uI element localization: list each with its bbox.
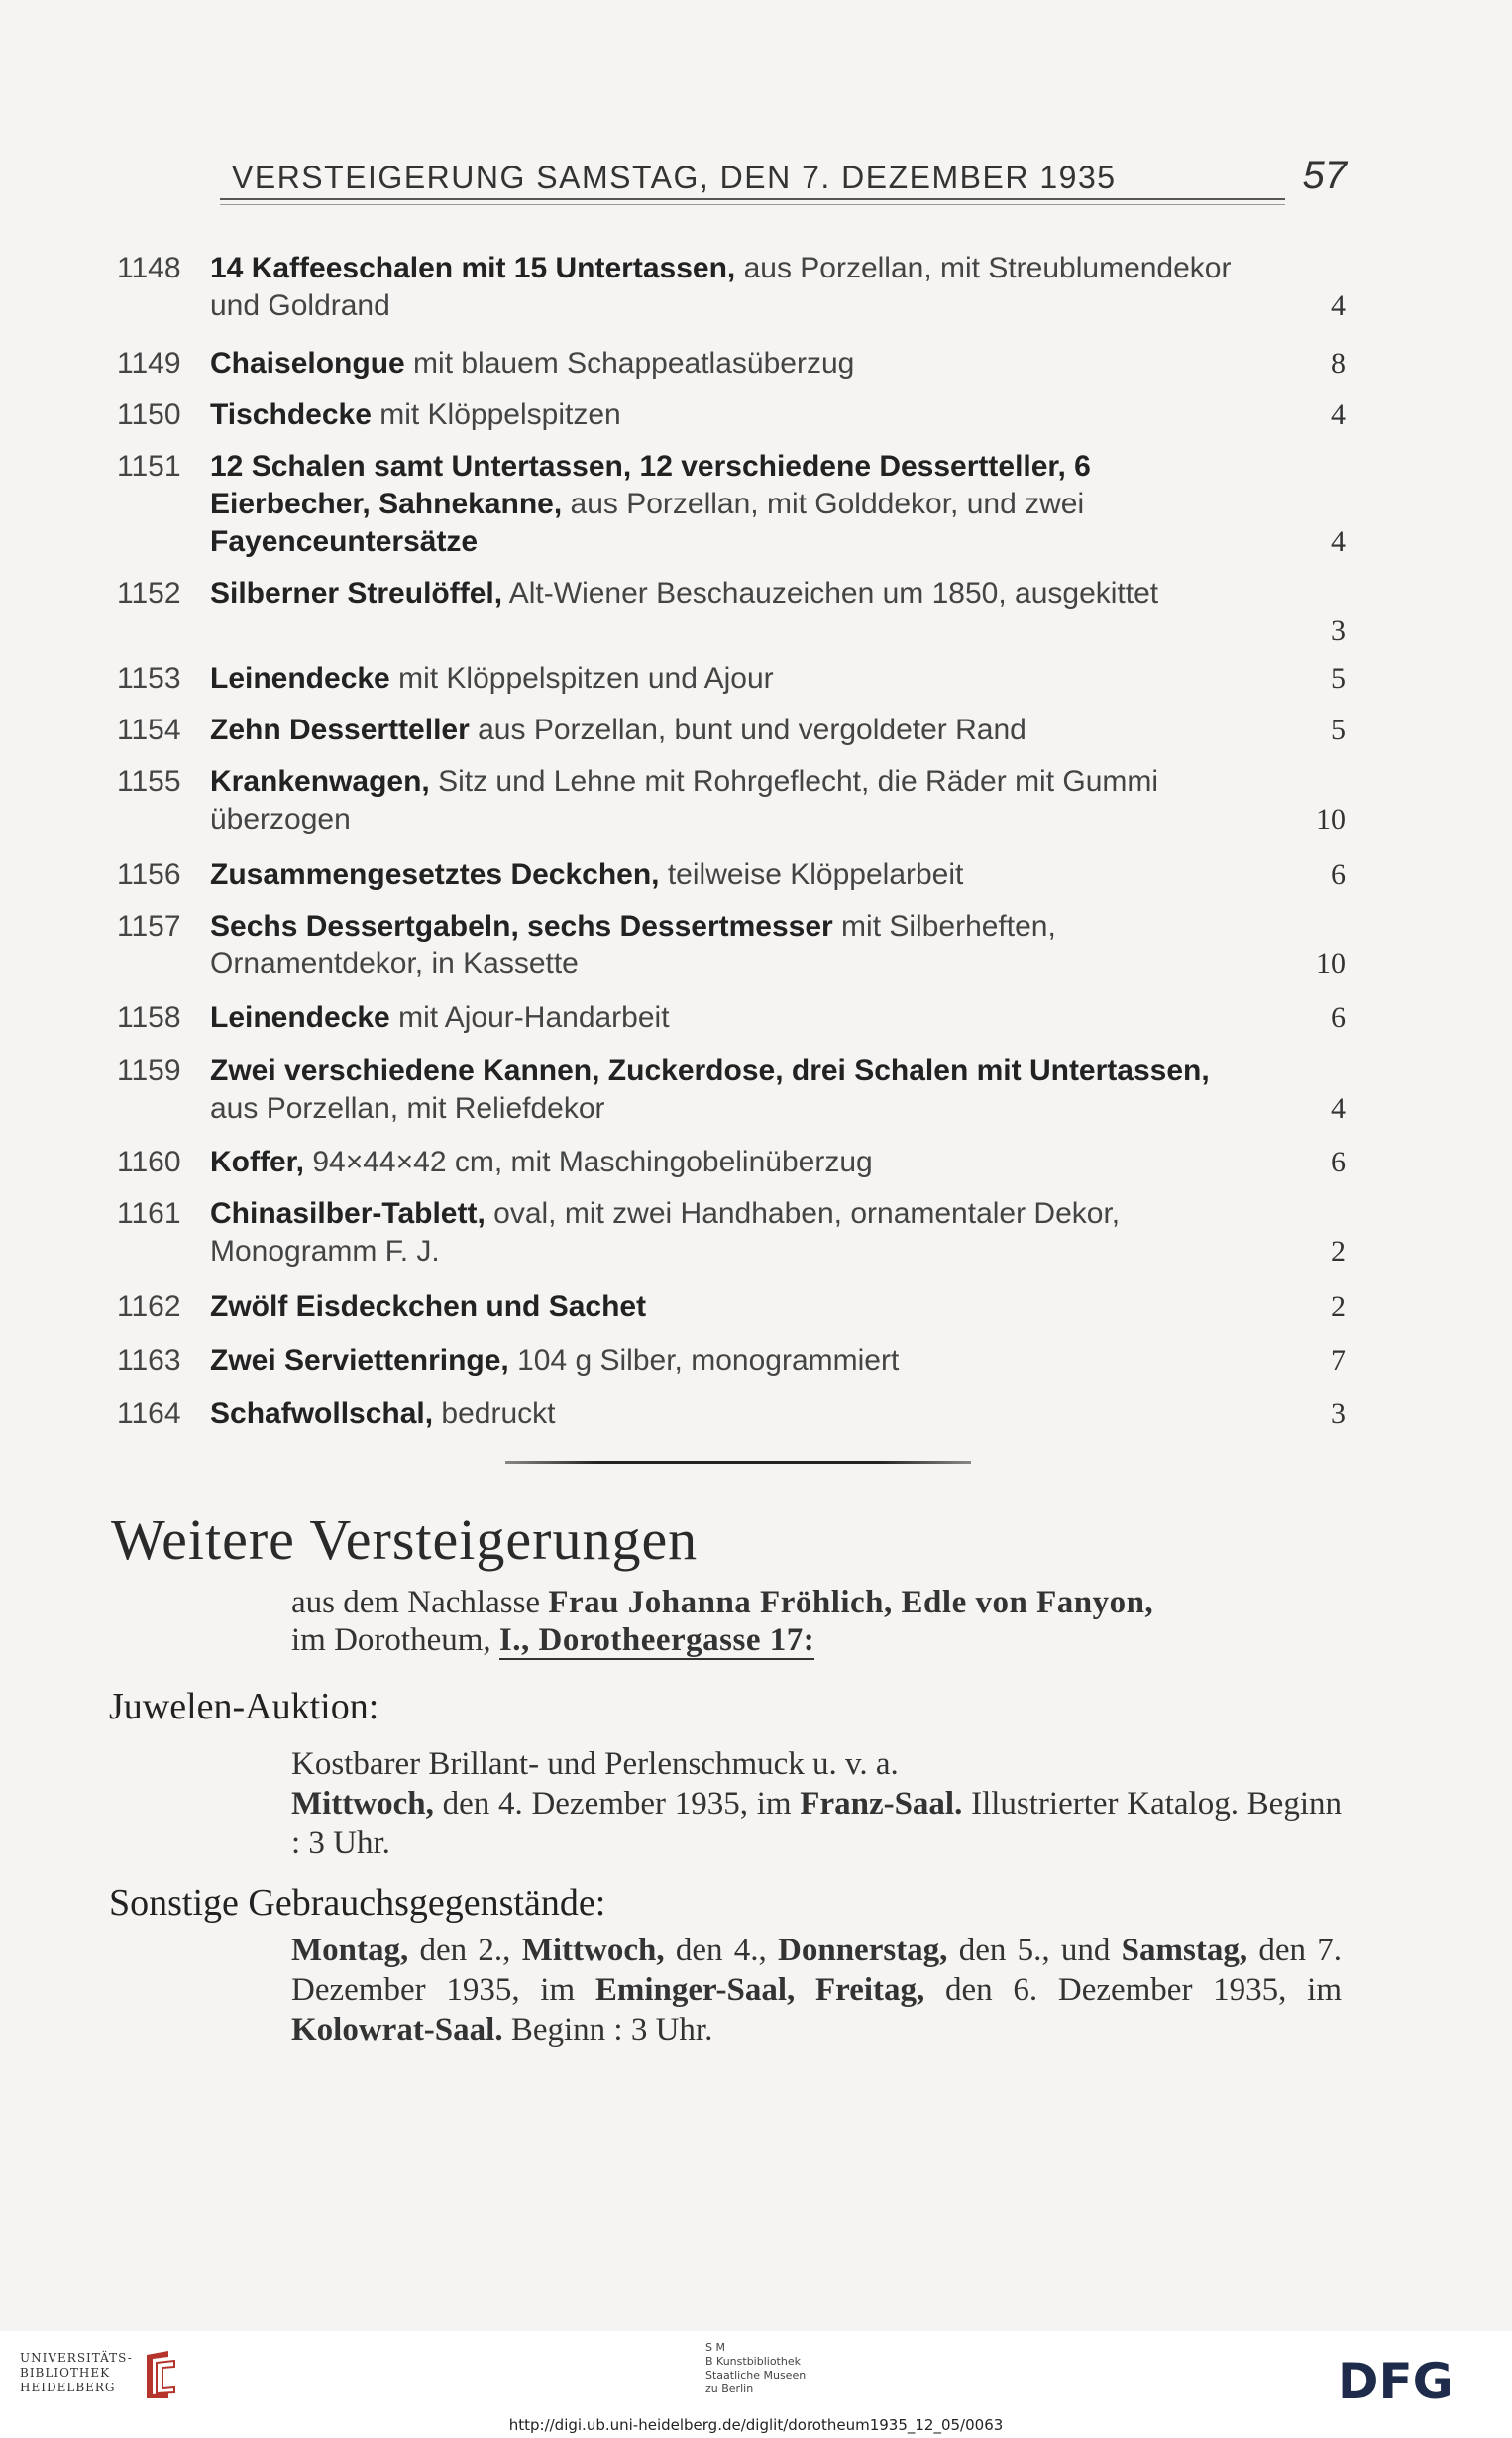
lot-name: Chinasilber-Tablett, (210, 1197, 486, 1230)
lot-entry (117, 396, 1346, 434)
logo-text: Staatliche Museen (705, 2369, 807, 2382)
lot-price: 4 (1331, 1092, 1346, 1125)
lot-price: 4 (1331, 525, 1346, 558)
svg-text:DFG: DFG (1338, 2355, 1454, 2404)
lot-description: mit Klöppelspitzen und Ajour (389, 662, 774, 695)
lot-number: 1148 (117, 252, 181, 284)
lot-text (210, 1395, 1255, 1433)
running-title: VERSTEIGERUNG SAMSTAG, DEN 7. DEZEMBER 1935 (232, 160, 1117, 195)
weekday: Samstag, (1121, 1933, 1248, 1968)
lot-entry (117, 345, 1346, 383)
dfg-logo (1338, 2355, 1486, 2404)
section-divider (505, 1461, 971, 1464)
lot-number: 1149 (117, 347, 181, 380)
lot-number: 1157 (117, 910, 181, 942)
jewel-auction-text (291, 1744, 1342, 1863)
lot-number: 1151 (117, 450, 181, 483)
lot-name: Schafwollschal, (210, 1397, 434, 1430)
lot-description: mit Klöppelspitzen (371, 398, 621, 431)
logo-text: UNIVERSITÄTS- (20, 2351, 133, 2365)
lot-description: aus Porzellan, bunt und vergoldeter Rand (469, 714, 1026, 746)
address: I., Dorotheergasse 17: (498, 1622, 815, 1658)
lot-number: 1164 (117, 1397, 181, 1430)
lot-number: 1155 (117, 765, 181, 798)
announcement-title: Weitere Versteigerungen (111, 1507, 699, 1572)
lot-number: 1158 (117, 1001, 181, 1034)
weekday: Donnerstag, (778, 1933, 948, 1968)
lot-price: 3 (1331, 614, 1346, 647)
lot-name: Sechs Dessertgabeln, sechs Dessertmesser (210, 910, 833, 942)
lot-entry (117, 448, 1346, 561)
lot-number: 1150 (117, 398, 181, 431)
lot-description: mit Silberheften, Ornamentdekor, in Kassette (210, 910, 1056, 980)
weekday: Mittwoch, (291, 1786, 434, 1822)
lot-text (210, 1195, 1255, 1271)
lot-entry (117, 1342, 1346, 1380)
lot-name: Tischdecke (210, 398, 372, 431)
lot-description: aus Porzellan, mit Golddekor, und zwei (562, 488, 1085, 520)
date-text: den 4. Dezember 1935, im (433, 1786, 801, 1822)
lot-text (210, 250, 1255, 325)
lot-price: 4 (1331, 398, 1346, 431)
date-text: den 5., und (947, 1933, 1122, 1968)
lot-text (210, 660, 1255, 698)
lot-description: mit blauem Schappeatlasüberzug (404, 347, 855, 380)
lot-price: 7 (1331, 1344, 1346, 1377)
weekday: Mittwoch, (521, 1933, 665, 1968)
logo-text: BIBLIOTHEK (20, 2366, 111, 2380)
lot-description: oval, mit zwei Handhaben, ornamentaler Dekor, Monogramm F. J. (210, 1197, 1121, 1268)
lot-description: aus Porzellan, mit Reliefdekor (210, 1092, 605, 1125)
lot-entry (117, 660, 1346, 698)
header-rule (220, 198, 1285, 205)
lot-text (210, 856, 1255, 894)
lot-entry (117, 1144, 1346, 1181)
lot-name: Zehn Dessertteller (210, 714, 470, 746)
estate-name: Frau Johanna Fröhlich, Edle von Fanyon, (548, 1585, 1154, 1620)
lot-entry (117, 999, 1346, 1037)
lot-entry (117, 908, 1346, 983)
hall-name: Kolowrat-Saal. (291, 2012, 503, 2048)
logo-text: HEIDELBERG (20, 2381, 116, 2394)
lot-price: 6 (1331, 1001, 1346, 1034)
lot-name: Krankenwagen, (210, 765, 430, 798)
lot-number: 1152 (117, 577, 181, 610)
lot-price: 5 (1331, 662, 1346, 695)
lot-text (210, 448, 1255, 561)
lot-text (210, 396, 1255, 434)
lot-number: 1161 (117, 1197, 181, 1230)
lot-name: Koffer, (210, 1146, 305, 1178)
logo-text: B Kunstbibliothek (705, 2355, 801, 2368)
lot-description: 104 g Silber, monogrammiert (508, 1344, 900, 1377)
catalog-text: Illustrierter Katalog. Beginn : 3 Uhr. (291, 1786, 1342, 1861)
lot-entry (117, 1195, 1346, 1271)
intro-text: im Dorotheum, (291, 1622, 499, 1658)
lot-description: bedruckt (433, 1397, 556, 1430)
lot-entry (117, 1395, 1346, 1433)
lot-entry (117, 250, 1346, 325)
lot-text (210, 908, 1255, 983)
date-text: den 6. Dezember 1935, im (924, 1972, 1343, 2008)
lot-name: Zwei verschiedene Kannen, Zuckerdose, drei Schalen mit Untertassen, (210, 1054, 1210, 1087)
lot-text (210, 1342, 1255, 1380)
lot-name: Chaiselongue (210, 347, 405, 380)
hall-name: Franz-Saal. (800, 1786, 963, 1822)
lot-price: 6 (1331, 858, 1346, 891)
lot-description: Alt-Wiener Beschauzeichen um 1850, ausgekittet (502, 577, 1159, 610)
lot-text (210, 1288, 1255, 1326)
lot-description: Sitz und Lehne mit Rohrgeflecht, die Räder mit Gummi überzogen (210, 765, 1159, 835)
lot-price: 8 (1331, 347, 1346, 380)
date-text: den 4., (664, 1933, 779, 1968)
lot-price: 2 (1331, 1290, 1346, 1323)
page-number: 57 (1302, 154, 1347, 197)
lot-text (210, 712, 1255, 749)
lot-description: aus Porzellan, mit Streublumendekor und Goldrand (210, 252, 1232, 322)
intro-text: aus dem Nachlasse (291, 1585, 549, 1620)
lot-name: Zwölf Eisdeckchen und Sachet (210, 1290, 647, 1323)
lot-entry (117, 1288, 1346, 1326)
museum-logo (705, 2341, 864, 2396)
lot-price: 10 (1316, 947, 1346, 980)
lot-text (210, 1053, 1255, 1128)
lot-text (210, 345, 1255, 383)
lot-price: 5 (1331, 714, 1346, 746)
lot-number: 1160 (117, 1146, 181, 1178)
lot-number: 1156 (117, 858, 181, 891)
lot-price: 3 (1331, 1397, 1346, 1430)
start-time: Beginn : 3 Uhr. (502, 2012, 713, 2048)
lot-text (210, 1144, 1255, 1181)
lot-entry (117, 856, 1346, 894)
lot-name: Leinendecke (210, 662, 390, 695)
lot-description: 94×44×42 cm, mit Maschingobelinüberzug (304, 1146, 873, 1178)
lot-name: 12 Schalen samt Untertassen, 12 verschiedene Dessertteller, 6 Eierbecher, Sahnekanne, (210, 450, 1091, 520)
lot-price: 2 (1331, 1235, 1346, 1268)
lot-number: 1163 (117, 1344, 181, 1377)
lot-price: 4 (1331, 289, 1346, 322)
jewel-auction-heading: Juwelen-Auktion: (109, 1686, 379, 1727)
lot-number: 1162 (117, 1290, 181, 1323)
lot-number: 1154 (117, 714, 181, 746)
digitization-footer (0, 2331, 1512, 2438)
lot-name: Silberner Streulöffel, (210, 577, 503, 610)
lot-price: 6 (1331, 1146, 1346, 1178)
lot-name: Leinendecke (210, 1001, 390, 1034)
lot-name: Zwei Serviettenringe, (210, 1344, 509, 1377)
lot-number: 1159 (117, 1054, 181, 1087)
lot-name: Zusammengesetztes Deckchen, (210, 858, 660, 891)
university-emblem-icon (139, 2349, 182, 2400)
lot-name-continued: Fayenceuntersätze (210, 525, 479, 558)
lot-entry (117, 575, 1346, 650)
lot-price: 10 (1316, 803, 1346, 835)
lot-entry (117, 763, 1346, 838)
hall-name: Eminger-Saal, Freitag, (594, 1972, 925, 2008)
lot-text (210, 999, 1255, 1037)
other-goods-heading: Sonstige Gebrauchsgegenstände: (109, 1882, 606, 1924)
lot-entry (117, 1053, 1346, 1128)
source-url: http://digi.ub.uni-heidelberg.de/diglit/dorotheum1935_12_05/0063 (508, 2416, 1004, 2434)
announcement-intro (291, 1584, 1342, 1659)
date-text: den 2., (408, 1933, 522, 1968)
logo-text: S M (705, 2341, 725, 2354)
lot-description: mit Ajour-Handarbeit (389, 1001, 670, 1034)
lot-name: 14 Kaffeeschalen mit 15 Untertassen, (210, 252, 736, 284)
running-header (220, 154, 1354, 203)
jewel-line: Kostbarer Brillant- und Perlenschmuck u. v. a. (291, 1746, 899, 1782)
lot-text (210, 763, 1255, 838)
lot-entry (117, 712, 1346, 749)
lot-number: 1153 (117, 662, 181, 695)
lot-description: teilweise Klöppelarbeit (659, 858, 964, 891)
date-text: den 7. Dezember 1935, im (291, 1933, 1342, 2008)
weekday: Montag, (291, 1933, 409, 1968)
lot-text (210, 575, 1255, 612)
logo-text: zu Berlin (705, 2383, 754, 2395)
other-goods-text (291, 1931, 1342, 2050)
